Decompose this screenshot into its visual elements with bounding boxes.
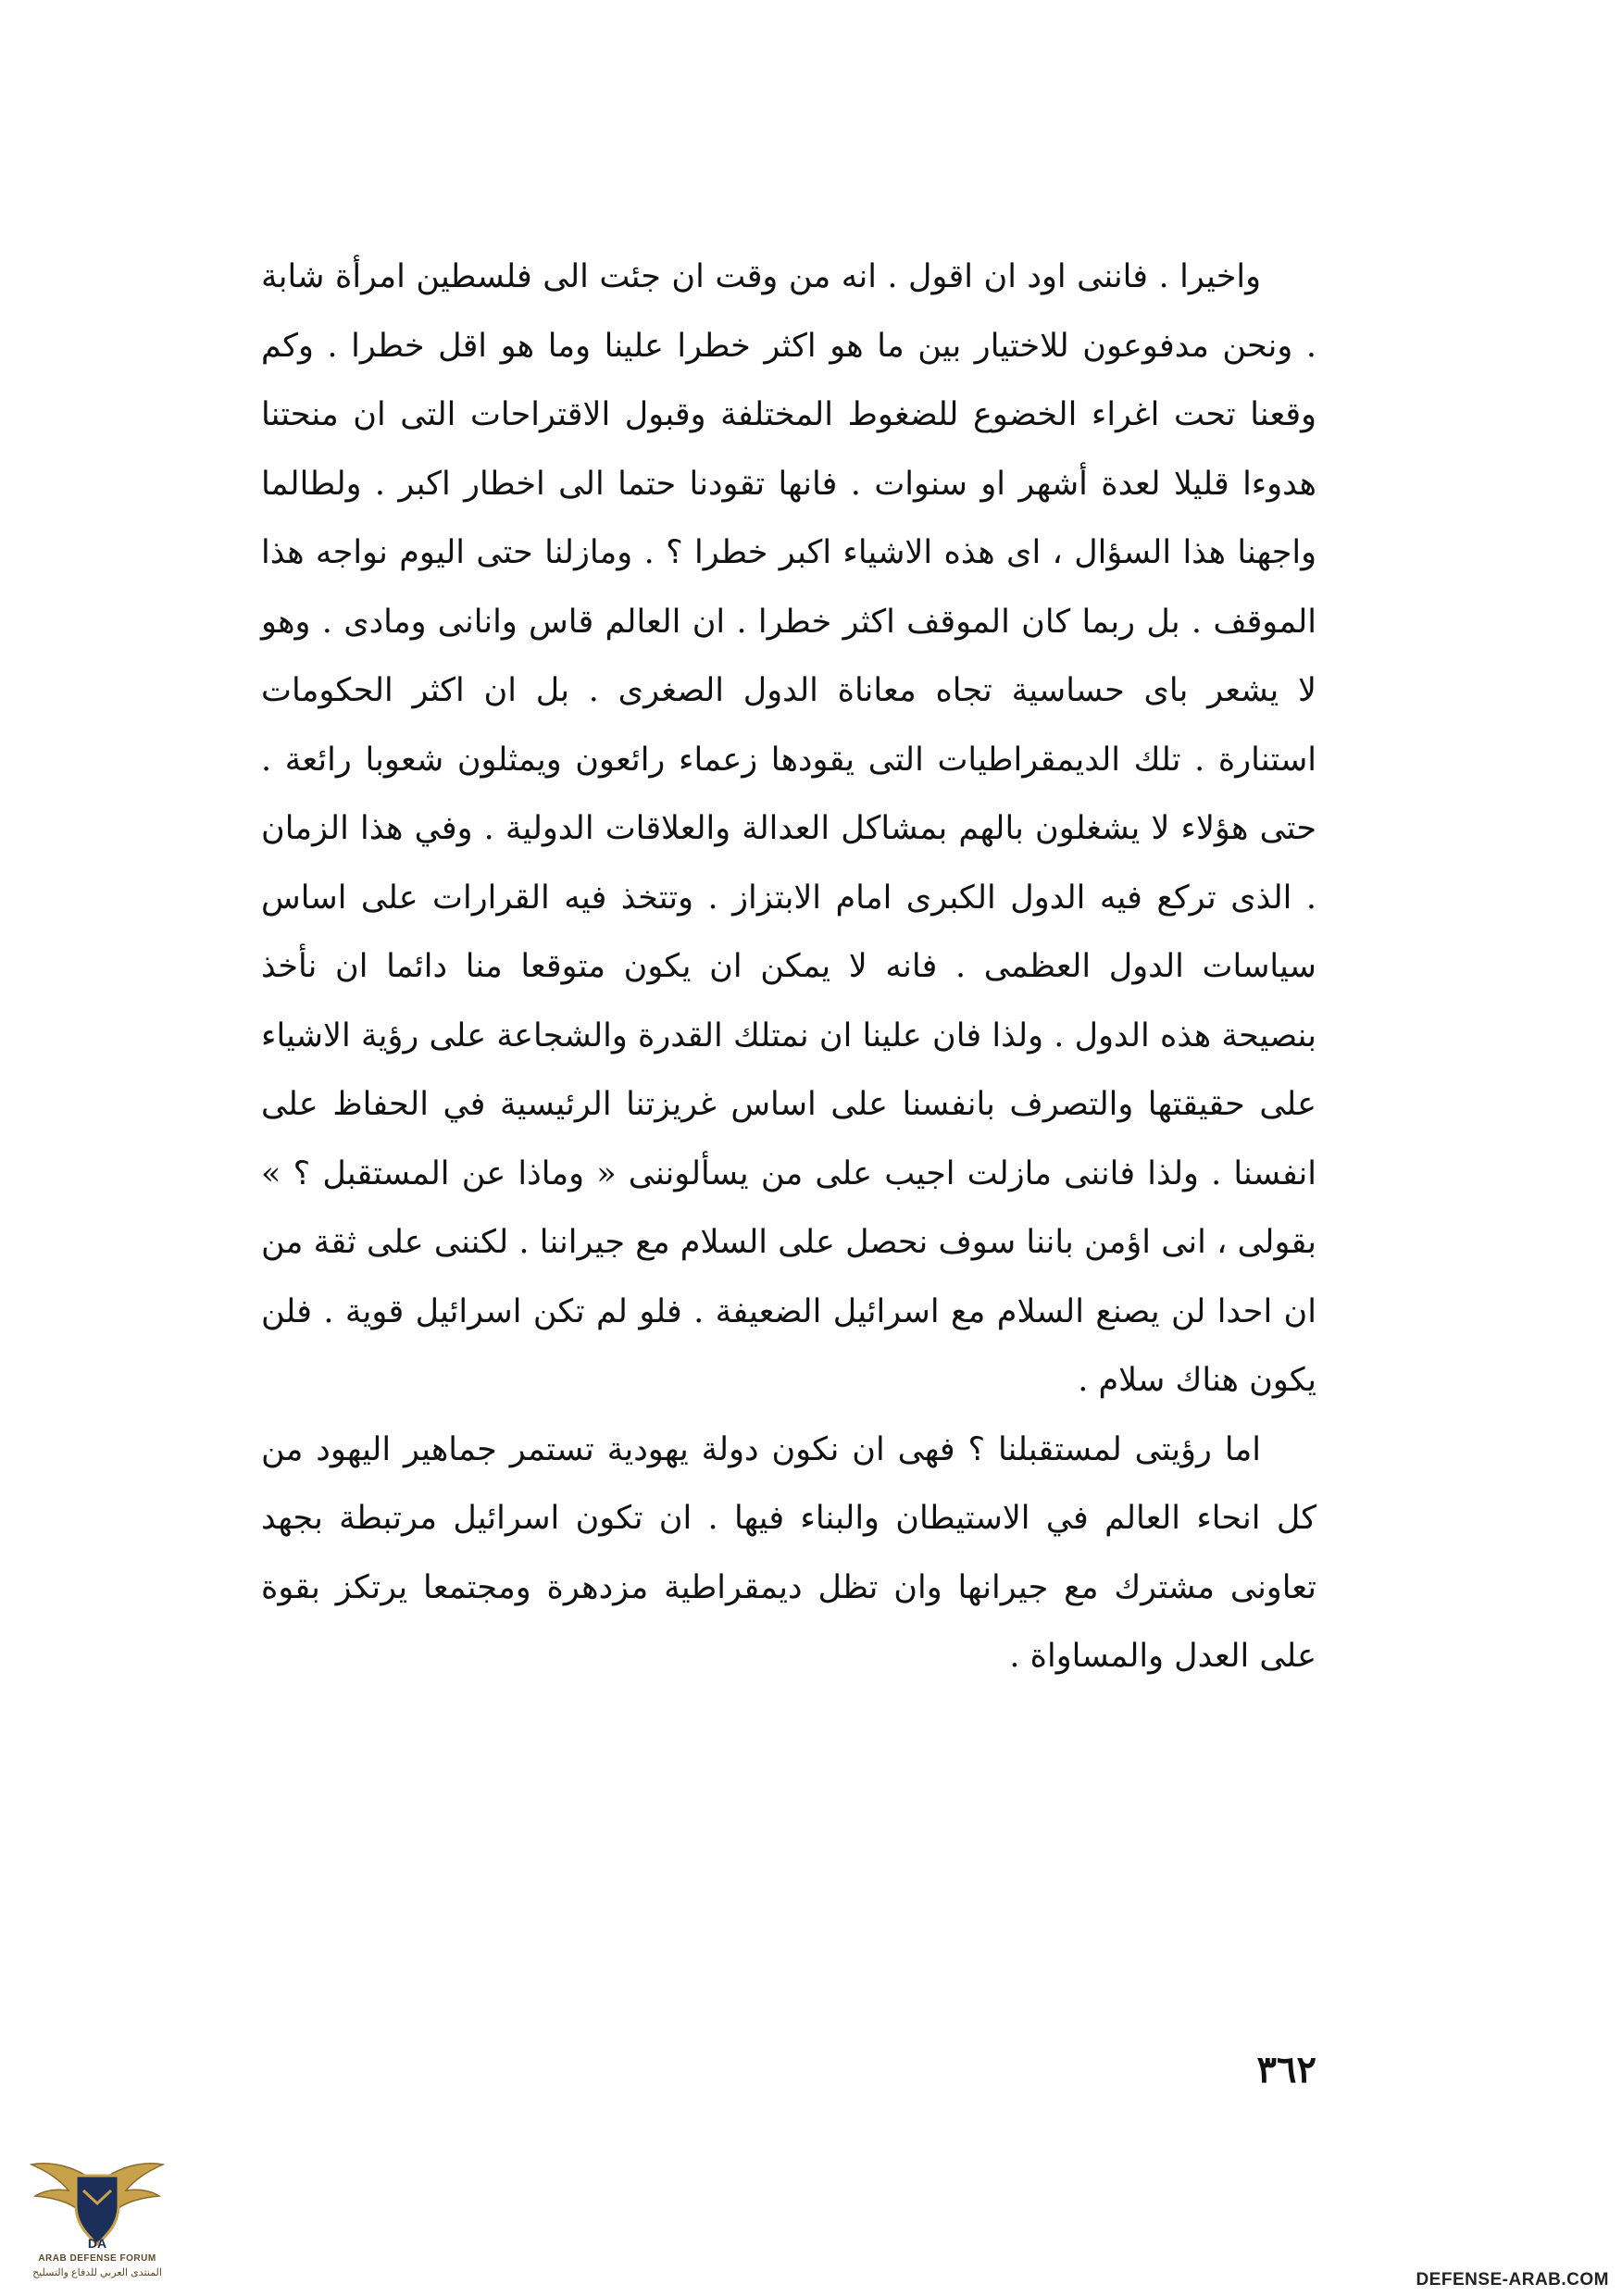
logo-text-english: ARAB DEFENSE FORUM [38, 2253, 156, 2264]
site-url-watermark: DEFENSE-ARAB.COM [1416, 2270, 1609, 2290]
eagle-shield-logo-icon [28, 2148, 167, 2254]
logo-mark: DA [87, 2236, 107, 2251]
arab-defense-forum-logo [28, 2148, 167, 2287]
paragraph-1: واخيرا . فاننى اود ان اقول . انه من وقت ان جئت الى فلسطين امرأة شابة . ونحن مدفوعون للاختيار بين ما هو اكثر خطرا علينا وما هو اقل خطرا . وكم وقعنا تحت اغراء الخضوع للضغوط المختلفة وقبول الاقتراحات التى ان منحتنا هدوءا قليلا لعدة أشهر او سنوات . فانها تقودنا حتما الى اخطار اكبر . ولطالما واجهنا هذا السؤال ، اى هذه الاشياء اكبر خطرا ؟ . ومازلنا حتى اليوم نواجه هذا الموقف . بل ربما كان الموقف اكثر خطرا . ان العالم قاس وانانى ومادى . وهو لا يشعر باى حساسية تجاه معاناة الدول الصغرى . بل ان اكثر الحكومات استنارة . تلك الديمقراطيات التى يقودها زعماء رائعون ويمثلون شعوبا رائعة . حتى هؤلاء لا يشغلون بالهم بمشاكل العدالة والعلاقات الدولية . وفي هذا الزمان . الذى تركع فيه الدول الكبرى امام الابتزاز . وتتخذ فيه القرارات على اساس سياسات الدول العظمى . فانه لا يمكن ان يكون متوقعا منا دائما ان نأخذ بنصيحة هذه الدول . ولذا فان علينا ان نمتلك القدرة والشجاعة على رؤية الاشياء على حقيقتها والتصرف بانفسنا على اساس غريزتنا الرئيسية في الحفاظ على انفسنا . ولذا فاننى مازلت اجيب على من يسألوننى « وماذا عن المستقبل ؟ » بقولى ، انى اؤمن باننا سوف نحصل على السلام مع جيراننا . لكننى على ثقة من ان احدا لن يصنع السلام مع اسرائيل الضعيفة . فلو لم تكن اسرائيل قوية . فلن يكون هناك سلام . [261, 258, 1316, 1399]
logo-text-arabic: المنتدى العربي للدفاع والتسليح [32, 2267, 162, 2278]
paragraph-2: اما رؤيتى لمستقبلنا ؟ فهى ان نكون دولة يهودية تستمر جماهير اليهود من كل انحاء العالم في الاستيطان والبناء فيها . ان تكون اسرائيل مرتبطة بجهد تعاونى مشترك مع جيرانها وان تظل ديمقراطية مزدهرة ومجتمعا يرتكز بقوة على العدل والمساواة . [261, 1430, 1316, 1675]
body-text [261, 243, 1316, 1691]
page-number: ٣٦٢ [1256, 2048, 1316, 2091]
